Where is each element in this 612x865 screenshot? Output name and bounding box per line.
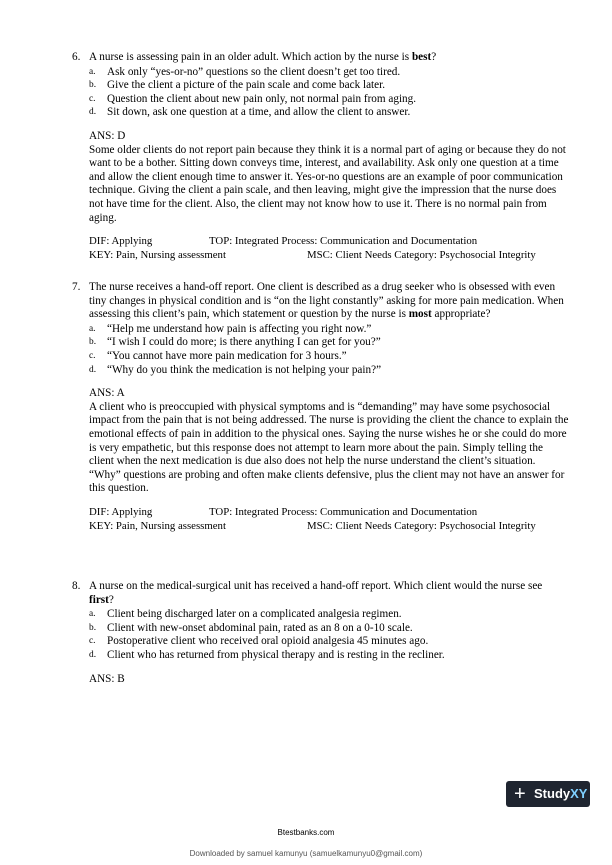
client-needs-category: MSC: Client Needs Category: Psychosocial Integrity (307, 519, 536, 532)
difficulty: DIF: Applying (89, 505, 153, 518)
option-c: c. Postoperative client who received oral opioid analgesia 45 minutes ago. (89, 635, 429, 648)
difficulty: DIF: Applying (89, 235, 153, 248)
answer-label: ANS: A (89, 387, 125, 400)
option-c: c. “You cannot have more pain medication for 3 hours.” (89, 349, 347, 362)
topic: TOP: Integrated Process: Communication and Documentation (209, 505, 478, 518)
footer-site: Btestbanks.com (277, 828, 335, 837)
option-a: a. “Help me understand how pain is affecting you right now.” (89, 322, 372, 335)
question-number: 6. (72, 51, 81, 63)
rationale: A client who is preoccupied with physical symptoms and is “demanding” may have some psychosocial impact from the pain that is not being addressed. The nurse is providing the client the chance to explain the emotional effects of pain in addition to the physical ones. Saying the nurse wishes he or she could do more is very empathetic, but this response does not attempt to learn more about the pain. Simply telling the client when the next medication is due also does not help the nurse understand the client’s situation. “Why” questions are probing and often make clients defensive, plus the client may not have an answer for this question. (89, 400, 569, 495)
option-d: d. Client who has returned from physical therapy and is resting in the recliner. (89, 648, 445, 661)
options-list (89, 66, 569, 120)
option-c: c. Question the client about new pain only, not normal pain from aging. (89, 92, 417, 105)
question-number: 8. (72, 580, 81, 592)
question-metadata (89, 506, 569, 533)
question-number: 7. (72, 281, 81, 293)
question-stem: The nurse receives a hand-off report. One client is described as a drug seeker who is obsessed with even tiny changes in physical condition and is “on the light constantly” asking for more pain medication. When assessing this client’s pain, which statement or question by the nurse is most appropriate? (89, 281, 564, 321)
question-6 (72, 51, 569, 262)
footer-downloaded-by: Downloaded by samuel kamunyu (samuelkamunyu0@gmail.com) (189, 849, 423, 858)
topic: TOP: Integrated Process: Communication and Documentation (209, 235, 478, 248)
studyxy-logo[interactable] (506, 781, 590, 807)
options-list (89, 323, 569, 377)
plus-icon: + (514, 783, 526, 805)
option-d: d. Sit down, ask one question at a time, and allow the client to answer. (89, 106, 411, 119)
option-b: b. Give the client a picture of the pain scale and come back later. (89, 79, 386, 92)
option-b: b. Client with new-onset abdominal pain, rated as an 8 on a 0-10 scale. (89, 621, 413, 634)
option-d: d. “Why do you think the medication is not helping your pain?” (89, 363, 382, 376)
option-b: b. “I wish I could do more; is there anything I can get for you?” (89, 336, 381, 349)
brand-name: StudyXY (534, 786, 588, 801)
option-a: a. Client being discharged later on a complicated analgesia regimen. (89, 608, 402, 621)
question-stem: A nurse is assessing pain in an older adult. Which action by the nurse is best? (89, 51, 437, 63)
option-a: a. Ask only “yes-or-no” questions so the client doesn’t get too tired. (89, 65, 401, 78)
question-8 (72, 580, 569, 686)
options-list (89, 608, 569, 662)
keywords: KEY: Pain, Nursing assessment (89, 248, 226, 261)
keywords: KEY: Pain, Nursing assessment (89, 519, 226, 532)
client-needs-category: MSC: Client Needs Category: Psychosocial Integrity (307, 248, 536, 261)
answer-label: ANS: D (89, 129, 126, 142)
question-7 (72, 281, 569, 533)
question-stem: A nurse on the medical-surgical unit has received a hand-off report. Which client would the nurse see first? (89, 580, 543, 606)
answer-label: ANS: B (89, 672, 125, 685)
question-metadata (89, 235, 569, 262)
rationale: Some older clients do not report pain because they think it is a normal part of aging or because they do not want to be a bother. Sitting down conveys time, interest, and availability. Ask only one question at a time and allow the client enough time to answer it. Yes-or-no questions are an example of poor communication technique. Giving the client a pain scale, and then leaving, might give the impression that the nurse does not have time for the client. Also, the client may not know how to use it. There is no normal pain from aging. (89, 143, 566, 224)
